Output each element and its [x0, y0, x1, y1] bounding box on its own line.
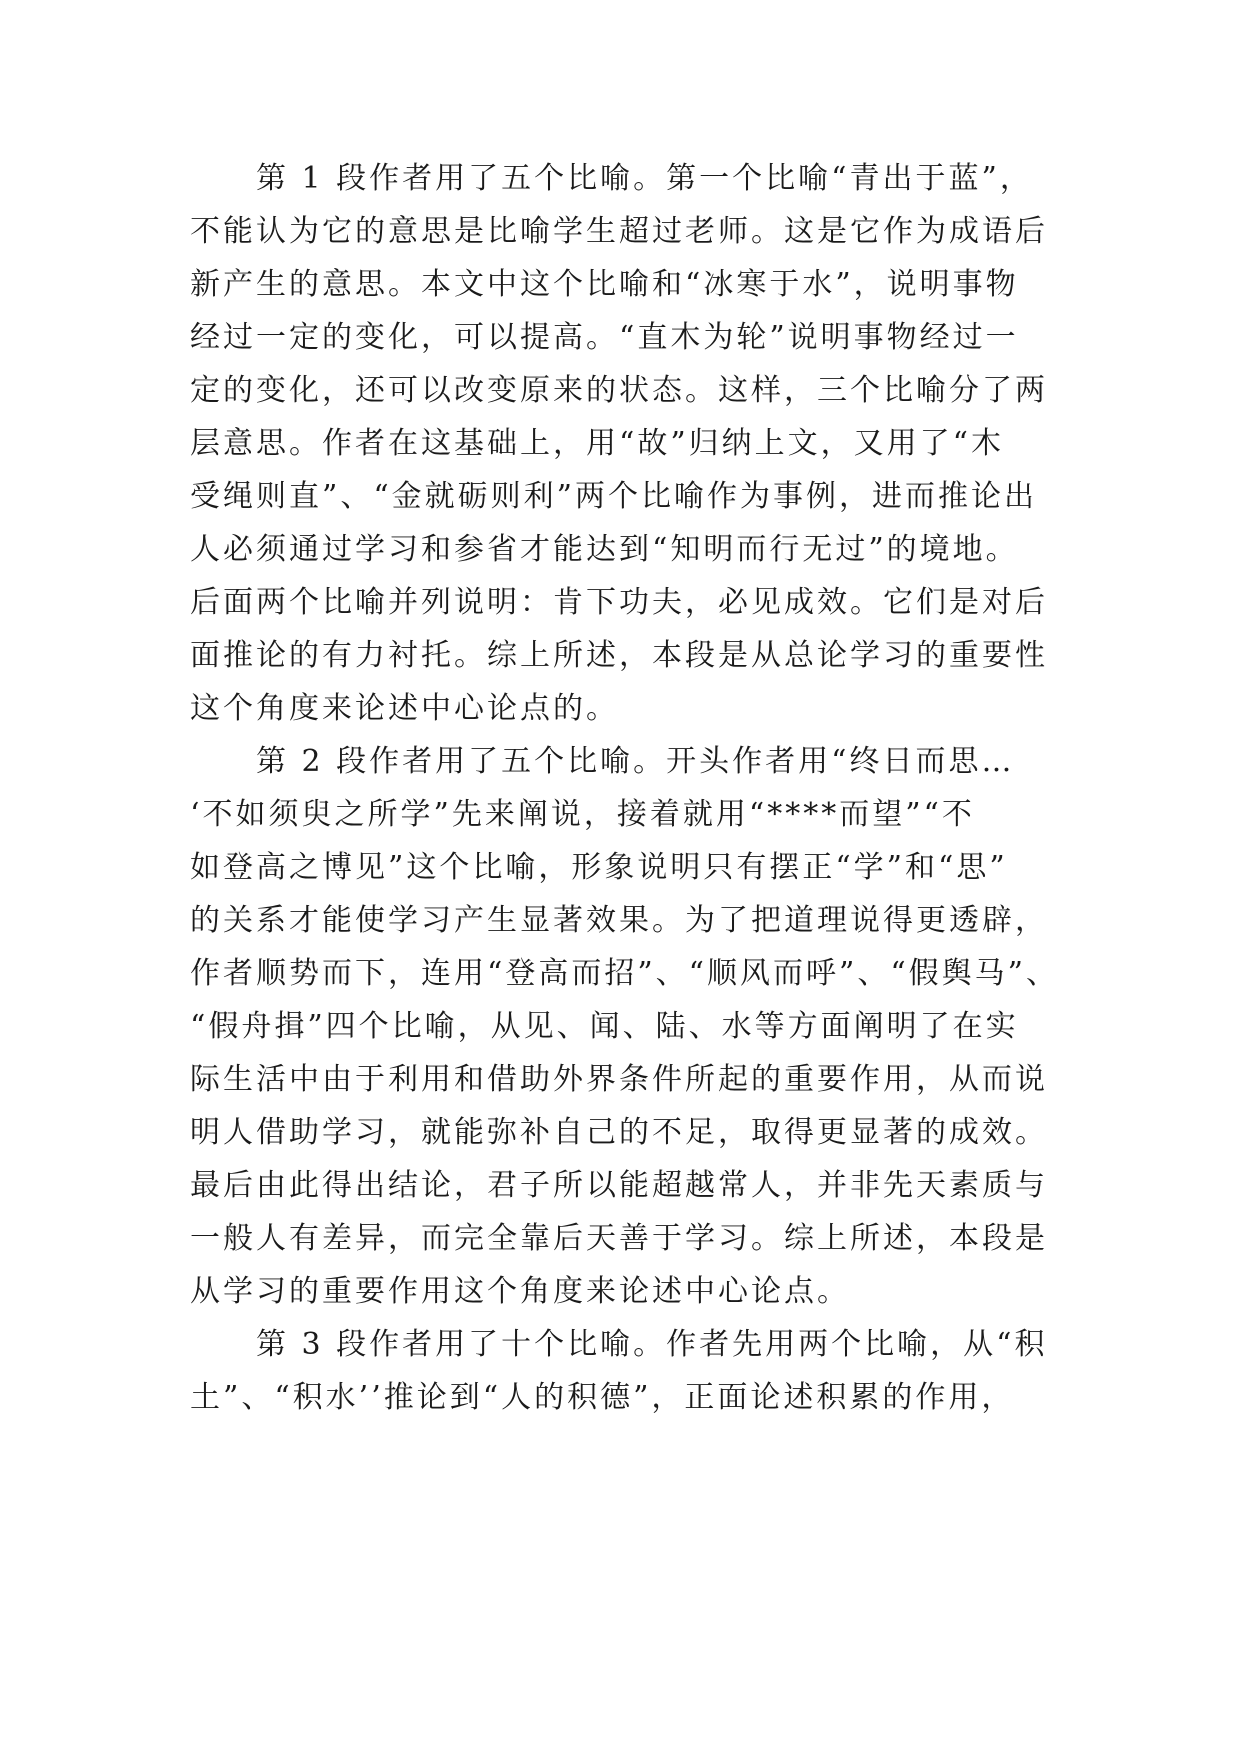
text-line: 面推论的有力衬托。综上所述，本段是从总论学习的重要性	[190, 638, 1048, 673]
text-line: 新产生的意思。本文中这个比喻和“冰寒于水”，说明事物	[190, 267, 1019, 302]
paragraph-1	[190, 152, 1090, 735]
paragraph-2	[190, 735, 1090, 1318]
text-line: 如登高之博见”这个比喻，形象说明只有摆正“学”和“思”	[190, 850, 1008, 885]
text-line: 最后由此得出结论，君子所以能超越常人，并非先天素质与	[190, 1168, 1048, 1203]
document-body	[190, 152, 1090, 1424]
text-line: 定的变化，还可以改变原来的状态。这样，三个比喻分了两	[190, 373, 1048, 408]
text-line: 第 1 段作者用了五个比喻。第一个比喻“青出于蓝”，	[256, 161, 1033, 196]
text-line: 际生活中由于利用和借助外界条件所起的重要作用，从而说	[190, 1062, 1048, 1097]
text-line: 作者顺势而下，连用“登高而招”、“顺风而呼”、“假舆马”、	[190, 956, 1060, 991]
text-line: 土”、“积水’’推论到“人的积德”，正面论述积累的作用，	[190, 1380, 1015, 1415]
text-line: 一般人有差异，而完全靠后天善于学习。综上所述，本段是	[190, 1221, 1048, 1256]
text-line: 后面两个比喻并列说明：肯下功夫，必见成效。它们是对后	[190, 585, 1048, 620]
text-line: 人必须通过学习和参省才能达到“知明而行无过”的境地。	[190, 532, 1019, 567]
text-line: 不能认为它的意思是比喻学生超过老师。这是它作为成语后	[190, 214, 1048, 249]
text-line: “假舟揖”四个比喻，从见、闻、陆、水等方面阐明了在实	[190, 1009, 1019, 1044]
text-line: 第 2 段作者用了五个比喻。开头作者用“终日而思…	[256, 744, 1015, 779]
text-line: ‘不如须臾之所学”先来阐说，接着就用“****而望”“不	[190, 797, 975, 832]
text-line: 这个角度来论述中心论点的。	[190, 691, 619, 726]
text-line: 经过一定的变化，可以提高。“直木为轮”说明事物经过一	[190, 320, 1019, 355]
text-line: 的关系才能使学习产生显著效果。为了把道理说得更透辟，	[190, 903, 1048, 938]
text-line: 从学习的重要作用这个角度来论述中心论点。	[190, 1274, 850, 1309]
paragraph-3	[190, 1318, 1090, 1424]
text-line: 层意思。作者在这基础上，用“故”归纳上文，又用了“木	[190, 426, 1005, 461]
text-line: 明人借助学习，就能弥补自己的不足，取得更显著的成效。	[190, 1115, 1048, 1150]
text-line: 受绳则直”、“金就砺则利”两个比喻作为事例，进而推论出	[190, 479, 1038, 514]
text-line: 第 3 段作者用了十个比喻。作者先用两个比喻，从“积	[256, 1327, 1048, 1362]
